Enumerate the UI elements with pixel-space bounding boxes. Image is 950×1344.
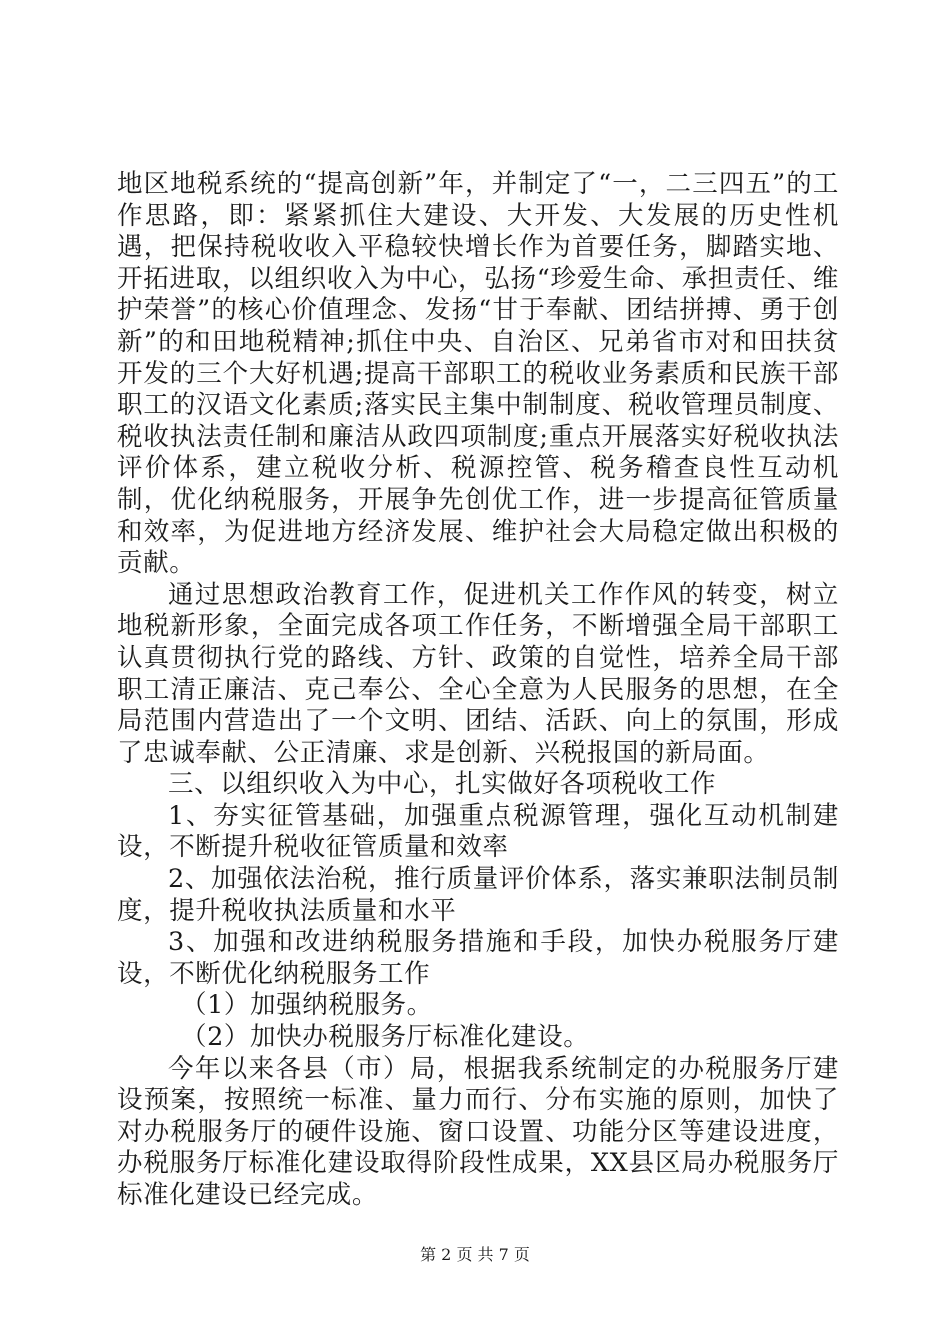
item-heading-1: （1）加强纳税服务。 [181,990,433,1021]
subsection-heading-1: 1、夯实征管基础，加强重点税源管理，强化互动机制建设，不断提升税收征管质量和效率 [117,800,839,863]
paragraph-service-hall: 今年以来各县（市）局，根据我系统制定的办税服务厅建设预案，按照统一标准、量力而行、分布实施的原则，加快了对办税服务厅的硬件设施、窗口设置、功能分区等建设进度，办税服务厅标准化建设取得阶段性成果，XX县区局办税服务厅标准化建设已经完成。 [117,1053,839,1210]
document-body [117,169,839,1212]
subsection-heading-2: 2、加强依法治税，推行质量评价体系，落实兼职法制员制度，提升税收执法质量和水平 [117,864,839,926]
subsection-heading-3: 3、加强和改进纳税服务措施和手段，加快办税服务厅建设，不断优化纳税服务工作 [117,927,839,989]
section-heading-three: 三、以组织收入为中心，扎实做好各项税收工作 [168,769,717,800]
paragraph-political-education: 通过思想政治教育工作，促进机关工作作风的转变，树立地税新形象，全面完成各项工作任务，不断增强全局干部职工认真贯彻执行党的路线、方针、政策的自觉性，培养全局干部职工清正廉洁、克己奉公、全心全意为人民服务的思想，在全局范围内营造出了一个文明、团结、活跃、向上的氛围，形成了忠诚奉献、公正清廉、求是创新、兴税报国的新局面。 [117,579,839,768]
item-heading-2: （2）加快办税服务厅标准化建设。 [181,1022,590,1053]
page-number-footer: 第 2 页 共 7 页 [420,1245,530,1264]
paragraph-continued: 地区地税系统的“提高创新”年，并制定了“一，二三四五”的工作思路，即：紧紧抓住大建设、大开发、大发展的历史性机遇，把保持税收收入平稳较快增长作为首要任务，脚踏实地、开拓进取，以组织收入为中心，弘扬“珍爱生命、承担责任、维护荣誉”的核心价值理念、发扬“甘于奉献、团结拼搏、勇于创新”的和田地税精神;抓住中央、自治区、兄弟省市对和田扶贫开发的三个大好机遇;提高干部职工的税收业务素质和民族干部职工的汉语文化素质;落实民主集中制制度、税收管理员制度、税收执法责任制和廉洁从政四项制度;重点开展落实好税收执法评价体系，建立税收分析、税源控管、税务稽查良性互动机制，优化纳税服务，开展争先创优工作，进一步提高征管质量和效率，为促进地方经济发展、维护社会大局稳定做出积极的贡献。 [117,169,839,579]
